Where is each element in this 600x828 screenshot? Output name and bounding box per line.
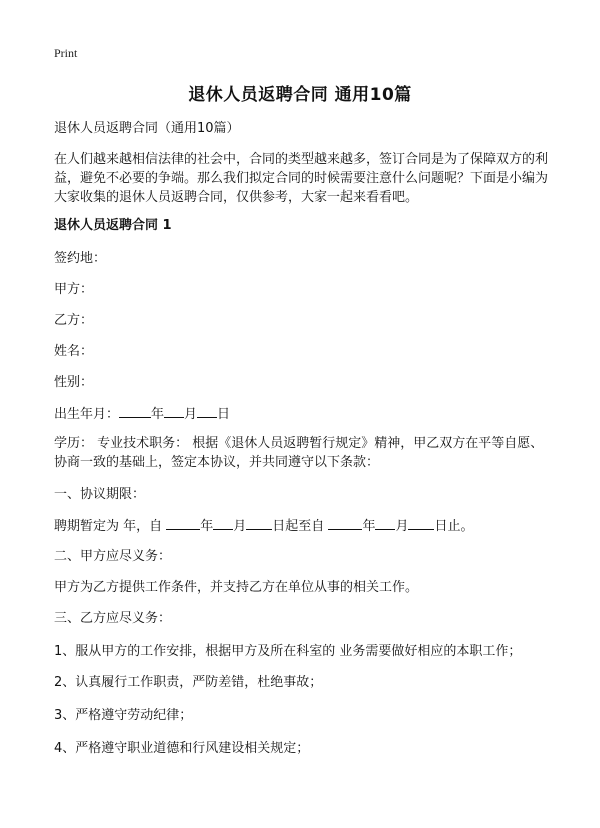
term-end: 日止。 — [434, 519, 474, 534]
list-item: 4、严格遵守职业道德和行风建设相关规定； — [54, 741, 310, 756]
gender-field: 性别： — [54, 375, 94, 390]
term-line — [54, 516, 473, 536]
term-prefix: 聘期暂定为 年，自 — [54, 519, 167, 534]
term-heading: 一、协议期限： — [54, 487, 146, 502]
term-from-day: 日起至自 — [272, 519, 329, 534]
party-a-field: 甲方： — [54, 282, 94, 297]
term-end-year-blank — [328, 516, 362, 530]
birth-month-unit: 月 — [184, 407, 198, 422]
term-start-day-blank — [246, 516, 272, 530]
birth-label: 出生年月： — [54, 407, 120, 422]
document-subtitle: 退休人员返聘合同（通用10篇） — [54, 121, 240, 136]
print-link[interactable]: Print — [54, 46, 78, 60]
section-heading: 退休人员返聘合同 1 — [54, 218, 172, 233]
birth-year-unit: 年 — [151, 407, 165, 422]
term-end-year-unit: 年 — [362, 519, 376, 534]
term-end-month-unit: 月 — [395, 519, 409, 534]
birth-date-field — [54, 404, 230, 424]
duty-a-text: 甲方为乙方提供工作条件，并支持乙方在单位从事的相关工作。 — [54, 580, 419, 595]
term-end-day-blank — [408, 516, 434, 530]
name-field: 姓名： — [54, 344, 94, 359]
term-start-year-unit: 年 — [200, 519, 214, 534]
term-start-month-unit: 月 — [233, 519, 247, 534]
birth-month-blank — [164, 404, 184, 418]
document-title: 退休人员返聘合同 通用10篇 — [188, 85, 412, 105]
sign-place-field: 签约地： — [54, 251, 107, 266]
birth-year-blank — [119, 404, 151, 418]
birth-day-blank — [197, 404, 217, 418]
education-paragraph: 学历： 专业技术职务： 根据《退休人员返聘暂行规定》精神，甲乙双方在平等自愿、协商一致的基础上，签定本协议，并共同遵守以下条款： — [54, 436, 544, 470]
birth-day-unit: 日 — [217, 407, 231, 422]
term-end-month-blank — [375, 516, 395, 530]
party-b-field: 乙方： — [54, 313, 94, 328]
term-start-month-blank — [213, 516, 233, 530]
list-item: 1、服从甲方的工作安排，根据甲方及所在科室的 业务需要做好相应的本职工作； — [54, 644, 522, 659]
term-start-year-blank — [166, 516, 200, 530]
list-item: 2、认真履行工作职责，严防差错，杜绝事故； — [54, 675, 323, 690]
duty-b-heading: 三、乙方应尽义务： — [54, 611, 172, 626]
list-item: 3、严格遵守劳动纪律； — [54, 708, 193, 723]
intro-paragraph: 在人们越来越相信法律的社会中，合同的类型越来越多，签订合同是为了保障双方的利益，避免不必要的争端。那么我们拟定合同的时候需要注意什么问题呢？下面是小编为大家收集的退休人员返聘合同，仅供参考，大家一起来看看吧。 — [54, 152, 549, 205]
duty-a-heading: 二、甲方应尽义务： — [54, 549, 172, 564]
